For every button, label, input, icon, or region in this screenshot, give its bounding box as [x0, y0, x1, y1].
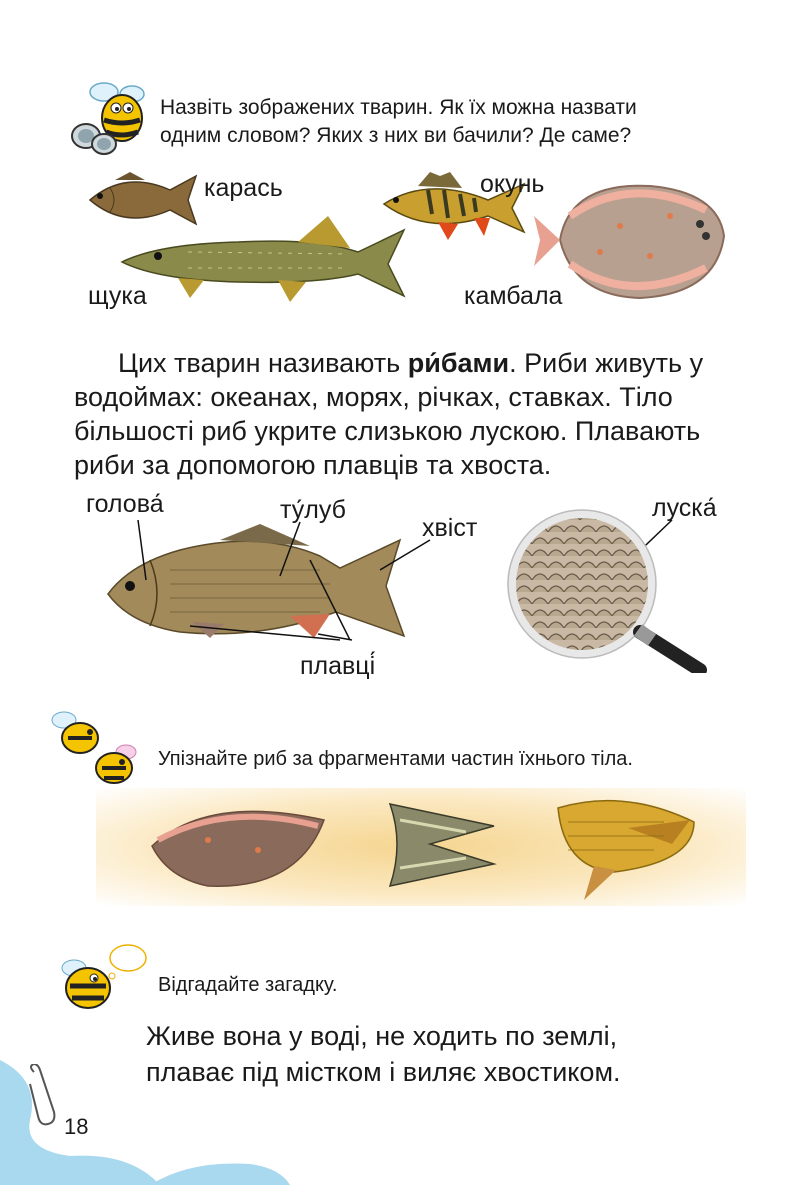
page-number: 18 — [64, 1114, 89, 1139]
paragraph-line4: риби за допомогою плавців та хвоста. — [74, 450, 552, 480]
label-scales: луска́ — [652, 494, 717, 522]
label-shchuka: щука — [88, 282, 147, 310]
carp-parts-diagram — [100, 520, 420, 650]
riddle-line1: Живе вона у воді, не ходить по землі, — [146, 1021, 618, 1051]
term-fish: ри́бами — [407, 348, 510, 378]
label-karas: карась — [204, 174, 283, 202]
task1-text — [160, 94, 740, 150]
paperclip-icon — [24, 1064, 60, 1128]
pike-image — [118, 212, 408, 304]
task1-line2: одним словом? Яких з них ви бачили? Де саме? — [160, 124, 632, 147]
two-bees-icon — [46, 708, 150, 788]
task1-line1: Назвіть зображених тварин. Як їх можна назвати — [160, 96, 637, 119]
thinking-bee-icon — [54, 940, 150, 1016]
main-paragraph — [74, 346, 736, 482]
label-okun: окунь — [480, 170, 545, 198]
magnifier-scales-image — [500, 508, 715, 673]
paragraph-line1: Цих тварин називають ри́бами. Риби живуть у — [118, 348, 704, 378]
label-body: ту́луб — [280, 496, 346, 524]
fragment-flounder-image — [148, 800, 328, 890]
bee-binoculars-icon — [64, 78, 154, 158]
fragment-pike-jaw-image — [386, 800, 498, 888]
label-tail: хвіст — [422, 514, 478, 542]
label-head: голова́ — [86, 490, 164, 518]
task2-text: Упізнайте риб за фрагментами частин їхнього тіла. — [158, 748, 633, 770]
paragraph-line3: більшості риб укрите слизькою лускою. Плавають — [74, 416, 701, 446]
paragraph-line2: водоймах: океанах, морях, річках, ставках. Тіло — [74, 382, 673, 412]
label-kambala: камбала — [464, 282, 563, 310]
task3-text: Відгадайте загадку. — [158, 974, 338, 996]
riddle-line2: плаває під містком і виляє хвостиком. — [146, 1057, 621, 1087]
fragment-carp-image — [554, 792, 704, 904]
label-fins: плавці́ — [300, 652, 376, 680]
